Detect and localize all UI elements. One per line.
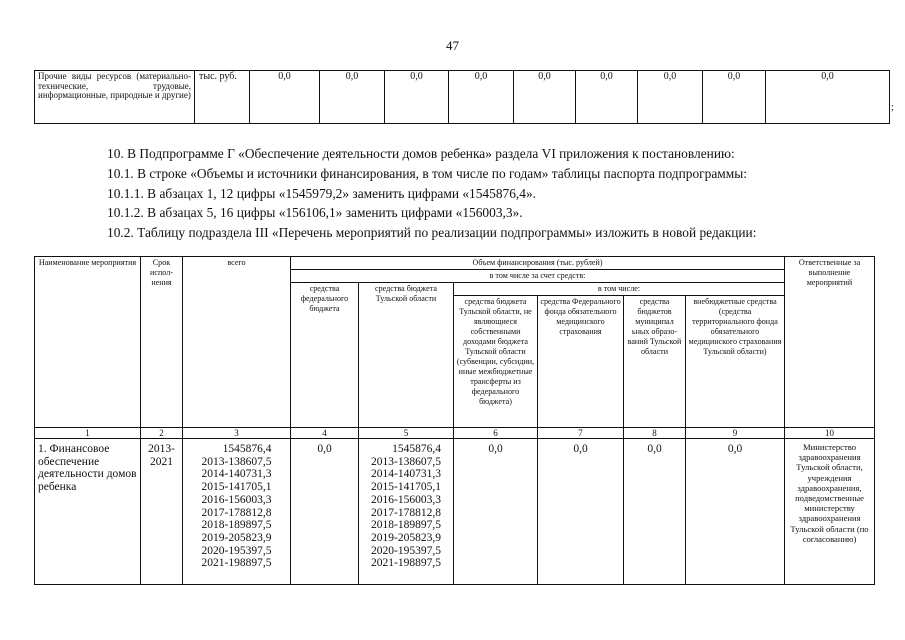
regional-own-value: 0,0 [454,439,538,585]
value-cell: 0,0 [703,71,766,124]
value-cell: 0,0 [449,71,514,124]
value-cell: 0,0 [766,71,890,124]
value-cell: 0,0 [638,71,703,124]
table-row [35,439,875,585]
total-by-year [183,439,291,585]
municipal-value: 0,0 [624,439,686,585]
header-responsible: Ответственные за выполнение мероприятий [785,257,875,428]
header-total: всего [183,257,291,428]
value-cell: 0,0 [385,71,449,124]
column-number: 7 [538,428,624,439]
regional-list [371,443,441,570]
year-value: 2017-178812,8 [201,506,272,519]
year-value: 2019-205823,9 [371,531,441,544]
measures-table [34,256,875,585]
header-row [35,257,875,270]
value-cell: 0,0 [576,71,638,124]
measure-name: 1. Финансовое обеспечение деятельности домов ребенка [35,439,141,585]
header-name: Наименование мероприятия [35,257,141,428]
year-value: 1545876,4 [392,443,441,455]
column-number: 8 [624,428,686,439]
column-number: 4 [291,428,359,439]
year-value: 2020-195397,5 [201,544,272,557]
year-value: 2021-198897,5 [371,557,441,570]
header-volume: Объем финансирования (тыс. рублей) [291,257,785,270]
resources-table-fragment [34,70,890,124]
header-regional-own: средства бюджета Тульской области, не являющиеся собственными доходами бюджета Тульской области (субвенции, субсидии, иные межбюджетные трансферты из федерального бюджета) [454,296,538,428]
header-federal: средства федерального бюджета [291,283,359,428]
table-row [35,71,890,124]
year-value: 2018-189897,5 [201,519,272,532]
column-number: 10 [785,428,875,439]
total-list [202,443,272,570]
year-value: 2019-205823,9 [201,531,272,544]
value-cell: 0,0 [250,71,320,124]
paragraph: 10. В Подпрограмме Г «Обеспечение деятельности домов ребенка» раздела VI приложения к постановлению: [107,146,735,161]
year-value: 2013-138607,5 [201,455,272,468]
value-cell: 0,0 [514,71,576,124]
paragraph: 10.1. В строке «Объемы и источники финансирования, в том числе по годам» таблицы паспорта подпрограммы: [107,166,747,181]
paragraph: 10.2. Таблицу подраздела III «Перечень мероприятий по реализации подпрограммы» изложить в новой редакции: [107,225,757,240]
header-including-sources: в том числе за счет средств: [291,270,785,283]
header-regional: средства бюджета Тульской области [359,283,454,428]
fund-value: 0,0 [538,439,624,585]
column-number: 9 [686,428,785,439]
column-number-row [35,428,875,439]
year-value: 2016-156003,3 [201,493,272,506]
year-value: 2014-140731,3 [371,468,441,481]
year-value: 2015-141705,1 [201,481,272,494]
paragraph: 10.1.1. В абзацах 1, 12 цифры «1545979,2» заменить цифрами «1545876,4». [107,186,536,201]
unit-cell: тыс. руб. [195,71,250,124]
column-number: 1 [35,428,141,439]
year-value: 2014-140731,3 [201,468,272,481]
trailing-semicolon: ; [891,102,894,113]
header-term: Срок испол-нения [141,257,183,428]
year-value: 2018-189897,5 [371,519,441,532]
year-value: 2020-195397,5 [371,544,441,557]
column-number: 6 [454,428,538,439]
year-value: 2021-198897,5 [201,557,272,570]
responsible-value: Министерство здравоохранения Тульской области, учреждения здравоохранения, подведомственные министерству здравоохранения Тульской области (по согласованию) [785,439,875,585]
column-number: 5 [359,428,454,439]
resource-label: Прочие виды ресурсов (материально-технические, трудовые, информационные, природные и другие) [35,71,195,124]
paragraph: 10.1.2. В абзацах 5, 16 цифры «156106,1» заменить цифрами «156003,3». [107,205,523,220]
header-including: в том числе: [454,283,785,296]
column-number: 3 [183,428,291,439]
year-value: 2016-156003,3 [371,493,441,506]
header-fund: средства Федерального фонда обязательного медицинского страхования [538,296,624,428]
year-value: 1545876,4 [222,443,272,455]
regional-by-year [359,439,454,585]
year-value: 2017-178812,8 [371,506,441,519]
year-value: 2013-138607,5 [371,455,441,468]
header-municipal: средства бюджетов муниципал ьных образо-ваний Тульской области [624,296,686,428]
page-number: 47 [446,38,459,53]
measure-term: 2013-2021 [141,439,183,585]
year-value: 2015-141705,1 [371,481,441,494]
value-cell: 0,0 [320,71,385,124]
extra-value: 0,0 [686,439,785,585]
header-extra: внебюджетные средства (средства территориального фонда обязательного медицинского страхования Тульской области) [686,296,785,428]
federal-value: 0,0 [291,439,359,585]
column-number: 2 [141,428,183,439]
